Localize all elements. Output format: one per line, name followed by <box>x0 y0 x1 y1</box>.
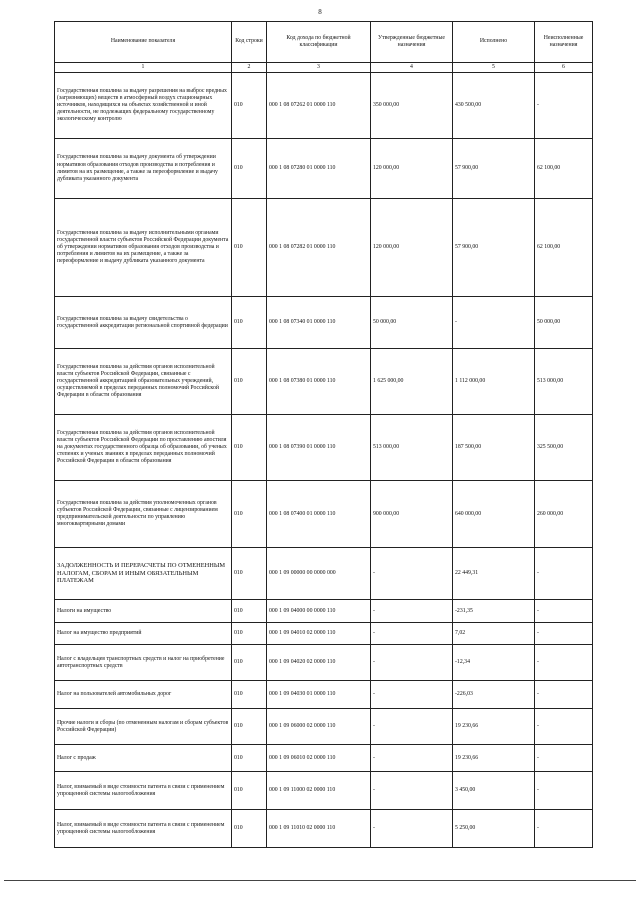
row-executed: 1 112 000,00 <box>453 349 535 415</box>
row-name: Государственная пошлина за действия уполномоченных органов субъектов Российской Федерации, связанные с лицензированием предпринимательской деятельности по управлению многоквартирными домами <box>55 481 232 548</box>
row-approved: 50 000,00 <box>371 297 453 349</box>
row-kbk: 000 1 08 07340 01 0000 110 <box>267 297 371 349</box>
row-unexecuted: 513 000,00 <box>535 349 593 415</box>
row-unexecuted: 325 500,00 <box>535 415 593 481</box>
row-kbk: 000 1 09 00000 00 0000 000 <box>267 548 371 600</box>
row-name: Государственная пошлина за действия органов исполнительной власти субъектов Российской Федерации, связанные с государственной аккредитацией образовательных учреждений, осуществляемой в пределах переданных полномочий Российской Федерации в области образования <box>55 349 232 415</box>
table-row <box>55 415 593 481</box>
row-unexecuted: - <box>535 810 593 848</box>
row-unexecuted: 62 100,00 <box>535 199 593 297</box>
table-row <box>55 745 593 772</box>
row-code: 010 <box>232 623 267 645</box>
row-name: Налог, взимаемый в виде стоимости патента в связи с применением упрощенной системы налогообложения <box>55 772 232 810</box>
row-code: 010 <box>232 645 267 681</box>
row-code: 010 <box>232 199 267 297</box>
row-kbk: 000 1 09 04030 01 0000 110 <box>267 681 371 709</box>
row-approved: 900 000,00 <box>371 481 453 548</box>
row-code: 010 <box>232 548 267 600</box>
row-approved: 1 625 000,00 <box>371 349 453 415</box>
table-header-row <box>55 22 593 63</box>
row-code: 010 <box>232 73 267 139</box>
row-unexecuted: - <box>535 709 593 745</box>
row-kbk: 000 1 08 07390 01 0000 110 <box>267 415 371 481</box>
row-approved: - <box>371 681 453 709</box>
row-unexecuted: - <box>535 745 593 772</box>
row-executed: 430 500,00 <box>453 73 535 139</box>
row-approved: - <box>371 810 453 848</box>
row-name: Государственная пошлина за выдачу свидетельства о государственной аккредитации региональной спортивной федерации <box>55 297 232 349</box>
column-index: 1 <box>55 63 232 73</box>
table-row <box>55 709 593 745</box>
row-name: Налог, взимаемый в виде стоимости патента в связи с применением упрощенной системы налогообложения <box>55 810 232 848</box>
row-code: 010 <box>232 681 267 709</box>
row-name: Налог на имущество предприятий <box>55 623 232 645</box>
row-name: Налог с продаж <box>55 745 232 772</box>
row-approved: - <box>371 645 453 681</box>
row-kbk: 000 1 09 04020 02 0000 110 <box>267 645 371 681</box>
table-row <box>55 199 593 297</box>
row-unexecuted: - <box>535 623 593 645</box>
row-executed: 19 230,66 <box>453 709 535 745</box>
row-kbk: 000 1 09 06010 02 0000 110 <box>267 745 371 772</box>
row-approved: - <box>371 745 453 772</box>
table-row <box>55 681 593 709</box>
row-code: 010 <box>232 772 267 810</box>
row-code: 010 <box>232 745 267 772</box>
row-code: 010 <box>232 481 267 548</box>
row-approved: - <box>371 548 453 600</box>
page-number: 8 <box>318 8 322 16</box>
row-unexecuted: - <box>535 600 593 623</box>
row-unexecuted: - <box>535 548 593 600</box>
row-unexecuted: - <box>535 772 593 810</box>
column-index: 5 <box>453 63 535 73</box>
table-body <box>55 73 593 848</box>
row-name: Налоги на имущество <box>55 600 232 623</box>
column-index: 6 <box>535 63 593 73</box>
row-kbk: 000 1 08 07380 01 0000 110 <box>267 349 371 415</box>
row-unexecuted: - <box>535 645 593 681</box>
row-kbk: 000 1 09 11000 02 0000 110 <box>267 772 371 810</box>
row-code: 010 <box>232 415 267 481</box>
bottom-divider <box>4 880 636 881</box>
row-kbk: 000 1 09 11010 02 0000 110 <box>267 810 371 848</box>
table-row <box>55 548 593 600</box>
row-executed: 640 000,00 <box>453 481 535 548</box>
table-row <box>55 623 593 645</box>
row-approved: - <box>371 623 453 645</box>
column-index: 3 <box>267 63 371 73</box>
header-name: Наименование показателя <box>55 22 232 63</box>
header-unexecuted: Неисполненные назначения <box>535 22 593 63</box>
row-name: ЗАДОЛЖЕННОСТЬ И ПЕРЕРАСЧЕТЫ ПО ОТМЕНЕННЫМ НАЛОГАМ, СБОРАМ И ИНЫМ ОБЯЗАТЕЛЬНЫМ ПЛАТЕЖАМ <box>55 548 232 600</box>
column-index-row <box>55 63 593 73</box>
row-name: Государственная пошлина за выдачу исполнительными органами государственной власти субъектов Российской Федерации документа об утверждении нормативов образования отходов производства и потребления и лимитов на их размещение, а также за переоформление и выдачу дубликата указанного документа <box>55 199 232 297</box>
row-name: Налог с владельцев транспортных средств и налог на приобретение автотранспортных средств <box>55 645 232 681</box>
row-kbk: 000 1 08 07280 01 0000 110 <box>267 139 371 199</box>
row-name: Государственная пошлина за действия органов исполнительной власти субъектов Российской Федерации по проставлению апостиля на документах государственного образца об образовании, об ученых степенях и ученых званиях в пределах переданных полномочий Российской Федерации в области образования <box>55 415 232 481</box>
row-executed: 3 450,00 <box>453 772 535 810</box>
table-row <box>55 297 593 349</box>
row-name: Прочие налоги и сборы (по отмененным налогам и сборам субъектов Российской Федерации) <box>55 709 232 745</box>
table-row <box>55 810 593 848</box>
table-row <box>55 139 593 199</box>
row-approved: 350 000,00 <box>371 73 453 139</box>
row-executed: 57 900,00 <box>453 139 535 199</box>
row-unexecuted: - <box>535 73 593 139</box>
row-code: 010 <box>232 349 267 415</box>
column-index: 2 <box>232 63 267 73</box>
row-executed: 19 230,66 <box>453 745 535 772</box>
row-kbk: 000 1 08 07400 01 0000 110 <box>267 481 371 548</box>
row-kbk: 000 1 09 06000 02 0000 110 <box>267 709 371 745</box>
row-approved: - <box>371 772 453 810</box>
row-kbk: 000 1 09 04010 02 0000 110 <box>267 623 371 645</box>
row-executed: 5 250,00 <box>453 810 535 848</box>
row-kbk: 000 1 08 07262 01 0000 110 <box>267 73 371 139</box>
row-unexecuted: 62 100,00 <box>535 139 593 199</box>
row-approved: 120 000,00 <box>371 139 453 199</box>
row-executed: 187 500,00 <box>453 415 535 481</box>
row-name: Налог на пользователей автомобильных дорог <box>55 681 232 709</box>
row-code: 010 <box>232 139 267 199</box>
row-unexecuted: 50 000,00 <box>535 297 593 349</box>
row-unexecuted: - <box>535 681 593 709</box>
row-code: 010 <box>232 810 267 848</box>
row-executed: -226,03 <box>453 681 535 709</box>
row-executed: -12,34 <box>453 645 535 681</box>
row-executed: 22 449,31 <box>453 548 535 600</box>
table-row <box>55 600 593 623</box>
table-row <box>55 772 593 810</box>
header-kbk: Код дохода по бюджетной классификации <box>267 22 371 63</box>
row-approved: - <box>371 600 453 623</box>
table-row <box>55 73 593 139</box>
row-approved: 120 000,00 <box>371 199 453 297</box>
revenue-report-table <box>54 21 593 848</box>
table-row <box>55 645 593 681</box>
row-executed: 7,02 <box>453 623 535 645</box>
header-executed: Исполнено <box>453 22 535 63</box>
row-kbk: 000 1 08 07282 01 0000 110 <box>267 199 371 297</box>
header-approved: Утвержденные бюджетные назначения <box>371 22 453 63</box>
header-code: Код строки <box>232 22 267 63</box>
row-code: 010 <box>232 297 267 349</box>
column-index: 4 <box>371 63 453 73</box>
row-executed: - <box>453 297 535 349</box>
row-name: Государственная пошлина за выдачу документа об утверждении нормативов образования отходов производства и потребления и лимитов на их размещение, а также за переоформление и выдачу дубликата указанного документа <box>55 139 232 199</box>
row-code: 010 <box>232 709 267 745</box>
row-approved: 513 000,00 <box>371 415 453 481</box>
table-row <box>55 481 593 548</box>
row-kbk: 000 1 09 04000 00 0000 110 <box>267 600 371 623</box>
row-name: Государственная пошлина за выдачу разрешения на выброс вредных (загрязняющих) веществ в атмосферный воздух стационарных источников, находящихся на объектах хозяйственной и иной деятельности, не подлежащих федеральному государственному экологическому контролю <box>55 73 232 139</box>
row-executed: -231,35 <box>453 600 535 623</box>
table-row <box>55 349 593 415</box>
row-approved: - <box>371 709 453 745</box>
row-code: 010 <box>232 600 267 623</box>
row-executed: 57 900,00 <box>453 199 535 297</box>
row-unexecuted: 260 000,00 <box>535 481 593 548</box>
